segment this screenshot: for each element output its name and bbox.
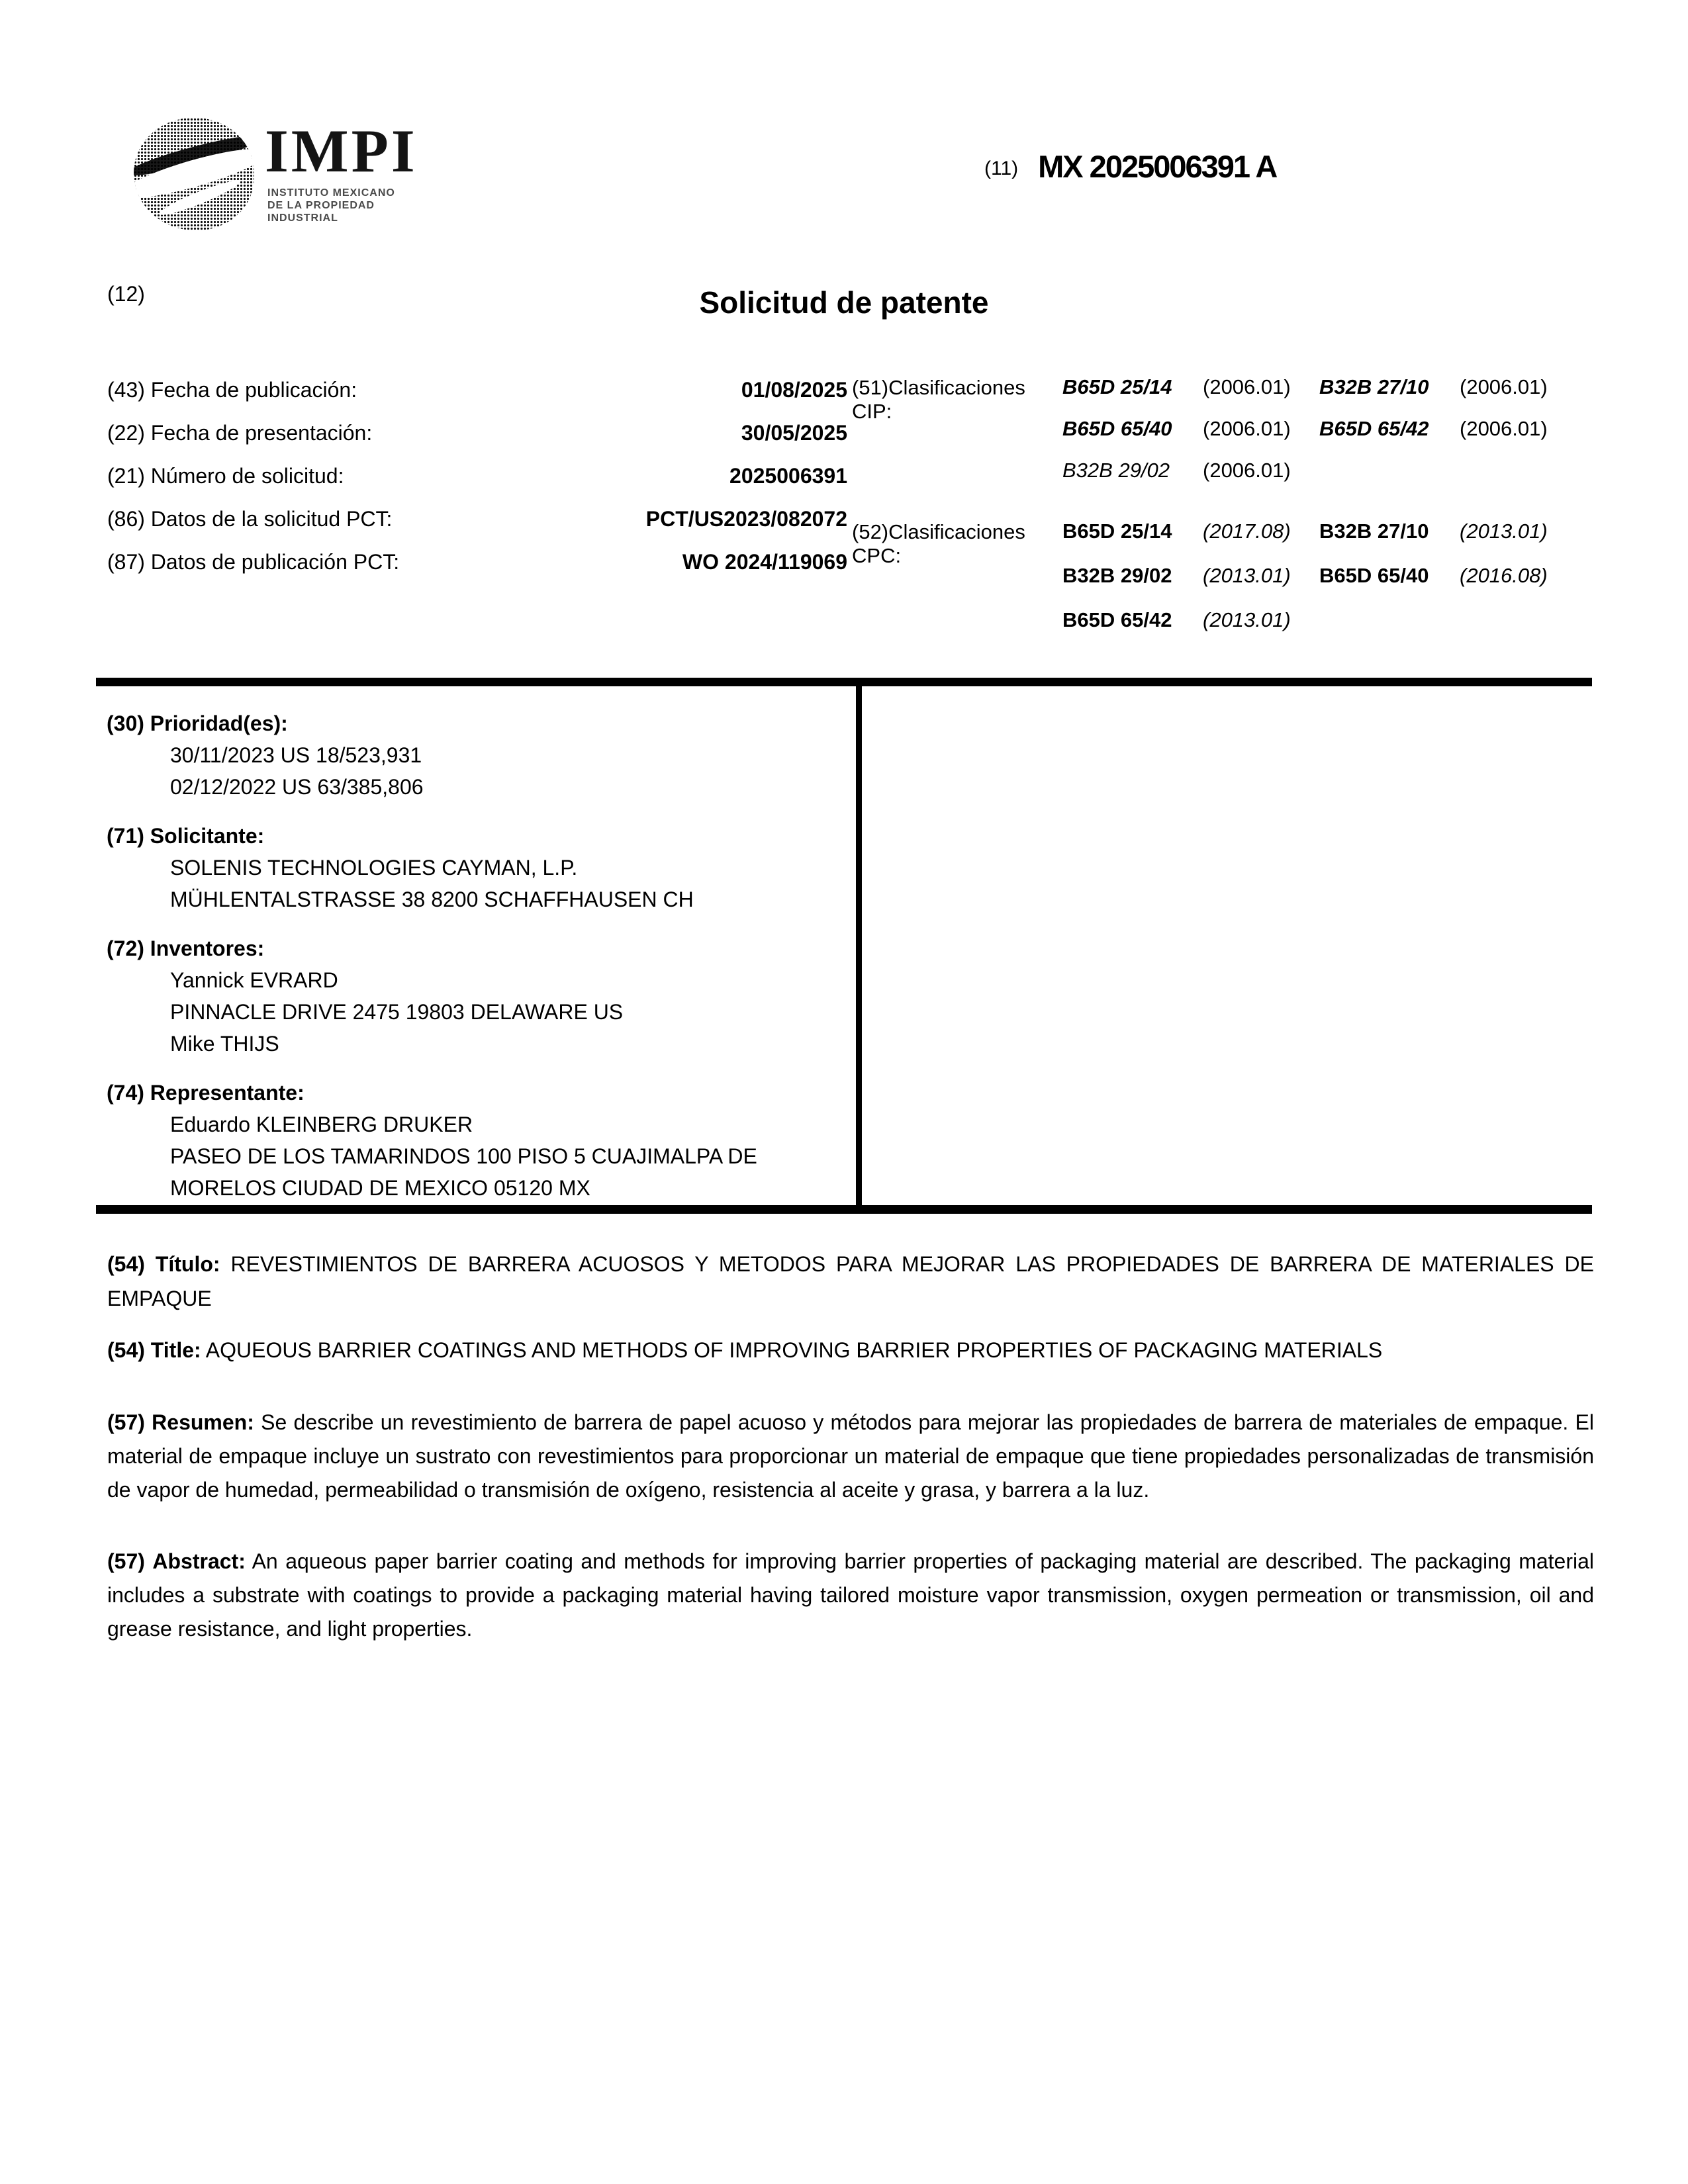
priority-line: 02/12/2022 US 63/385,806 bbox=[170, 775, 424, 799]
field-value: 01/08/2025 bbox=[741, 378, 847, 402]
abstract-en-label: Abstract: bbox=[152, 1549, 246, 1573]
classification-version: (2013.01) bbox=[1203, 608, 1291, 631]
cpc-label: (52)Clasificaciones CPC: bbox=[852, 520, 1025, 567]
field-label: (22) Fecha de presentación: bbox=[107, 421, 373, 445]
priority-section bbox=[107, 707, 821, 803]
abstract-es-section bbox=[107, 1406, 1594, 1507]
bibliographic-fields bbox=[107, 379, 847, 594]
inventor-name: Mike THIJS bbox=[170, 1032, 279, 1056]
field-label: (43) Fecha de publicación: bbox=[107, 378, 357, 402]
ipc-section bbox=[852, 376, 1576, 501]
classification-row bbox=[1062, 376, 1576, 398]
classification-code: B65D 65/40 bbox=[1062, 417, 1172, 440]
applicant-address: MÜHLENTALSTRASSE 38 8200 SCHAFFHAUSEN CH bbox=[170, 887, 694, 911]
impi-wordmark bbox=[265, 117, 418, 224]
title-en-text: AQUEOUS BARRIER COATINGS AND METHODS OF IMPROVING BARRIER PROPERTIES OF PACKAGING MATERIALS bbox=[205, 1338, 1383, 1362]
representative-section bbox=[107, 1077, 821, 1204]
bibliographic-box bbox=[96, 678, 1592, 1214]
field-value: PCT/US2023/082072 bbox=[645, 507, 847, 531]
classification-entry bbox=[1319, 520, 1576, 543]
classification-code: B65D 65/42 bbox=[1319, 417, 1429, 440]
publication-number-block bbox=[984, 148, 1276, 185]
classification-row bbox=[1062, 520, 1576, 543]
inid-code-57: (57) bbox=[107, 1549, 145, 1573]
inventors-section bbox=[107, 933, 821, 1060]
classification-version: (2006.01) bbox=[1460, 375, 1548, 398]
institute-name-line: DE LA PROPIEDAD bbox=[267, 200, 375, 211]
classification-entry bbox=[1062, 459, 1319, 482]
title-es-label: Título: bbox=[155, 1252, 220, 1276]
impi-acronym: IMPI bbox=[265, 117, 418, 185]
inid-code-57: (57) bbox=[107, 1410, 145, 1434]
abstract-en-section bbox=[107, 1545, 1594, 1646]
classification-entry bbox=[1062, 609, 1319, 631]
section-heading: (30) Prioridad(es): bbox=[107, 711, 288, 735]
classification-row bbox=[1062, 609, 1576, 631]
applicant-section bbox=[107, 820, 821, 915]
classification-code: B32B 27/10 bbox=[1319, 375, 1429, 398]
ipc-label: (51)Clasificaciones CIP: bbox=[852, 376, 1025, 423]
inid-code-11: (11) bbox=[984, 158, 1019, 179]
field-value: WO 2024/119069 bbox=[682, 550, 847, 574]
classification-row bbox=[1062, 565, 1576, 587]
field-value: 30/05/2025 bbox=[741, 421, 847, 445]
inid-code-54: (54) bbox=[107, 1338, 145, 1362]
field-row-filing-date bbox=[107, 422, 847, 445]
classification-entry bbox=[1062, 418, 1319, 440]
classification-entry bbox=[1062, 376, 1319, 398]
classification-code: B65D 65/40 bbox=[1319, 564, 1429, 587]
classification-entry bbox=[1319, 376, 1576, 398]
cpc-entries bbox=[1062, 520, 1576, 653]
classification-code: B32B 29/02 bbox=[1062, 459, 1170, 482]
abstract-es-text: Se describe un revestimiento de barrera de papel acuoso y métodos para mejorar las propiedades de barrera de materiales de empaque. El material de empaque incluye un sustrato con revestimientos para proporcionar un material de empaque que tiene propiedades personalizadas de transmisión de vapor de humedad, permeabilidad o transmisión de oxígeno, resistencia al aceite y grasa, y barrera a la luz. bbox=[107, 1410, 1595, 1502]
classification-version: (2017.08) bbox=[1203, 520, 1291, 543]
institute-name-line: INDUSTRIAL bbox=[267, 212, 338, 224]
field-label: (87) Datos de publicación PCT: bbox=[107, 550, 400, 574]
classification-row bbox=[1062, 459, 1576, 482]
applicant-name: SOLENIS TECHNOLOGIES CAYMAN, L.P. bbox=[170, 856, 578, 880]
field-row-pct-publication bbox=[107, 551, 847, 574]
box-column-divider bbox=[856, 686, 862, 1205]
impi-globe-icon bbox=[134, 118, 254, 230]
priority-line: 30/11/2023 US 18/523,931 bbox=[170, 743, 422, 767]
classification-version: (2006.01) bbox=[1460, 417, 1548, 440]
ipc-entries bbox=[1062, 376, 1576, 501]
field-label: (86) Datos de la solicitud PCT: bbox=[107, 507, 393, 531]
classification-version: (2006.01) bbox=[1203, 417, 1291, 440]
inventor-address: PINNACLE DRIVE 2475 19803 DELAWARE US bbox=[170, 1000, 624, 1024]
classification-entry bbox=[1062, 520, 1319, 543]
section-heading: (71) Solicitante: bbox=[107, 824, 265, 848]
classification-version: (2016.08) bbox=[1460, 564, 1548, 587]
classification-version: (2006.01) bbox=[1203, 375, 1291, 398]
classification-entry bbox=[1062, 565, 1319, 587]
classification-code: B65D 25/14 bbox=[1062, 520, 1172, 543]
classification-row bbox=[1062, 418, 1576, 440]
classification-version: (2006.01) bbox=[1203, 459, 1291, 482]
title-es-text: REVESTIMIENTOS DE BARRERA ACUOSOS Y METODOS PARA MEJORAR LAS PROPIEDADES DE BARRERA DE MATERIALES DE EMPAQUE bbox=[107, 1252, 1595, 1310]
classification-version: (2013.01) bbox=[1460, 520, 1548, 543]
box-left-column bbox=[96, 686, 821, 1204]
classification-code: B32B 27/10 bbox=[1319, 520, 1429, 543]
title-en-section bbox=[107, 1333, 1594, 1367]
field-value: 2025006391 bbox=[729, 464, 847, 488]
halftone-globe bbox=[134, 118, 254, 230]
section-heading: (74) Representante: bbox=[107, 1081, 305, 1105]
field-row-application-number bbox=[107, 465, 847, 488]
representative-name: Eduardo KLEINBERG DRUKER bbox=[170, 1113, 473, 1136]
field-row-publication-date bbox=[107, 379, 847, 402]
classification-version: (2013.01) bbox=[1203, 564, 1291, 587]
inid-code-54: (54) bbox=[107, 1252, 145, 1276]
field-label: (21) Número de solicitud: bbox=[107, 464, 344, 488]
abstract-en-text: An aqueous paper barrier coating and methods for improving barrier properties of packaging material are described. The packaging material includes a substrate with coatings to provide a packaging material having tailored moisture vapor transmission, oxygen permeation or transmission, oil and grease resistance, and light properties. bbox=[107, 1549, 1595, 1641]
representative-address: MORELOS CIUDAD DE MEXICO 05120 MX bbox=[170, 1176, 590, 1200]
section-heading: (72) Inventores: bbox=[107, 936, 265, 960]
institute-name-line: INSTITUTO MEXICANO bbox=[267, 187, 395, 199]
classification-code: B65D 65/42 bbox=[1062, 608, 1172, 631]
title-en-label: Title: bbox=[150, 1338, 201, 1362]
classification-code: B32B 29/02 bbox=[1062, 564, 1172, 587]
field-row-pct-application bbox=[107, 508, 847, 531]
document-kind-title: Solicitud de patente bbox=[699, 285, 989, 320]
abstract-es-label: Resumen: bbox=[152, 1410, 254, 1434]
inventor-name: Yannick EVRARD bbox=[170, 968, 338, 992]
inid-code-12: (12) bbox=[107, 282, 145, 306]
impi-logo bbox=[134, 118, 531, 237]
title-es-section bbox=[107, 1247, 1594, 1316]
institute-name bbox=[267, 187, 440, 224]
publication-number: MX 2025006391 A bbox=[1038, 149, 1277, 184]
representative-address: PASEO DE LOS TAMARINDOS 100 PISO 5 CUAJIMALPA DE bbox=[170, 1144, 757, 1168]
classification-entry bbox=[1319, 565, 1576, 587]
classification-code: B65D 25/14 bbox=[1062, 375, 1172, 398]
classification-entry bbox=[1319, 418, 1576, 440]
cpc-section bbox=[852, 520, 1576, 653]
